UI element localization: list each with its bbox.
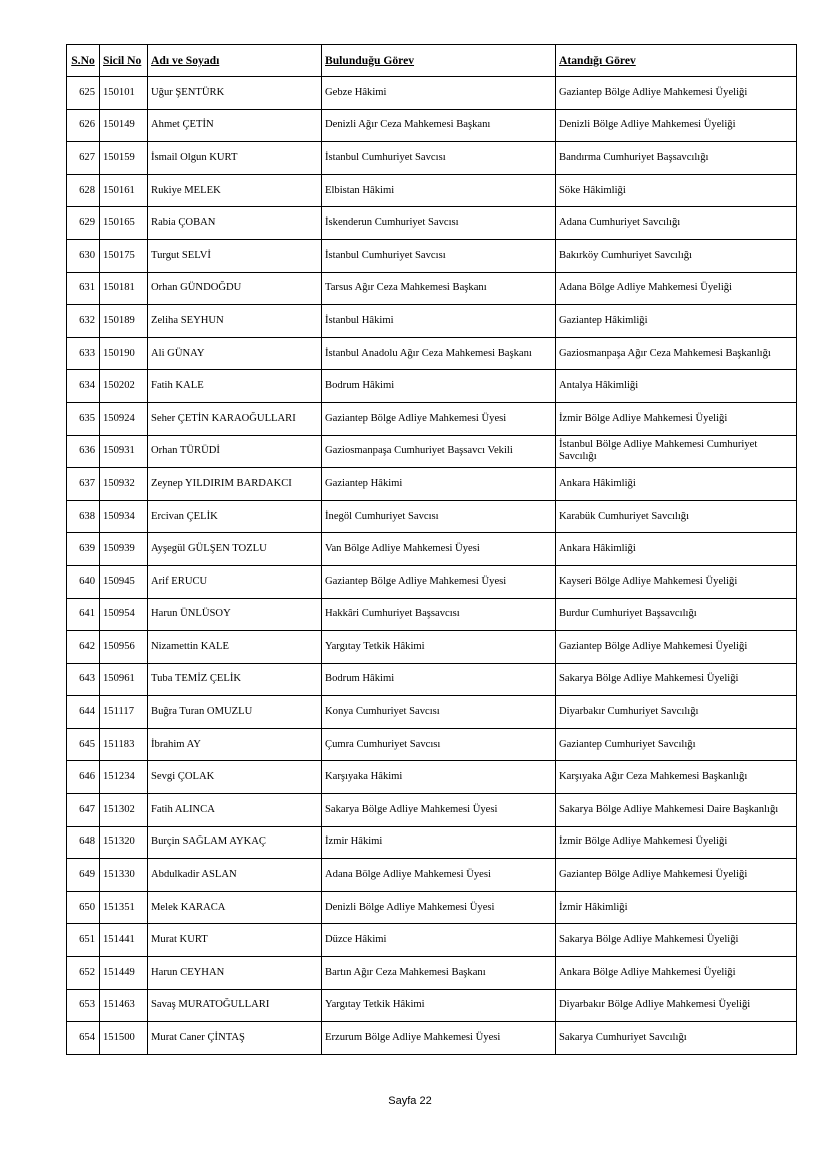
table-row (67, 207, 797, 240)
cell-sicil-no: 151500 (100, 1022, 148, 1055)
cell-current-position: Gaziantep Bölge Adliye Mahkemesi Üyesi (322, 402, 556, 435)
cell-current-position: Bartın Ağır Ceza Mahkemesi Başkanı (322, 957, 556, 990)
cell-assigned-position: Sakarya Bölge Adliye Mahkemesi Üyeliği (556, 663, 797, 696)
cell-assigned-position: Kayseri Bölge Adliye Mahkemesi Üyeliği (556, 565, 797, 598)
cell-sicil-no: 150202 (100, 370, 148, 403)
cell-assigned-position: Adana Bölge Adliye Mahkemesi Üyeliği (556, 272, 797, 305)
cell-current-position: Erzurum Bölge Adliye Mahkemesi Üyesi (322, 1022, 556, 1055)
cell-sno: 640 (67, 565, 100, 598)
cell-name: Burçin SAĞLAM AYKAÇ (148, 826, 322, 859)
cell-assigned-position: Sakarya Cumhuriyet Savcılığı (556, 1022, 797, 1055)
cell-name: Zeynep YILDIRIM BARDAKCI (148, 468, 322, 501)
cell-current-position: Karşıyaka Hâkimi (322, 761, 556, 794)
cell-name: Melek KARACA (148, 891, 322, 924)
cell-sno: 643 (67, 663, 100, 696)
cell-sno: 626 (67, 109, 100, 142)
cell-current-position: İzmir Hâkimi (322, 826, 556, 859)
cell-current-position: İstanbul Hâkimi (322, 305, 556, 338)
cell-name: Savaş MURATOĞULLARI (148, 989, 322, 1022)
cell-name: Harun ÜNLÜSOY (148, 598, 322, 631)
cell-sicil-no: 150945 (100, 565, 148, 598)
cell-sno: 647 (67, 794, 100, 827)
cell-current-position: Tarsus Ağır Ceza Mahkemesi Başkanı (322, 272, 556, 305)
cell-name: Ercivan ÇELİK (148, 500, 322, 533)
cell-sno: 627 (67, 142, 100, 175)
table-header-row (67, 45, 797, 77)
cell-current-position: Konya Cumhuriyet Savcısı (322, 696, 556, 729)
cell-assigned-position: Antalya Hâkimliği (556, 370, 797, 403)
cell-sno: 650 (67, 891, 100, 924)
cell-current-position: Denizli Bölge Adliye Mahkemesi Üyesi (322, 891, 556, 924)
cell-assigned-position: İzmir Hâkimliği (556, 891, 797, 924)
table-row (67, 761, 797, 794)
cell-assigned-position: Sakarya Bölge Adliye Mahkemesi Daire Başkanlığı (556, 794, 797, 827)
cell-name: Ali GÜNAY (148, 337, 322, 370)
cell-sicil-no: 151351 (100, 891, 148, 924)
cell-sicil-no: 150934 (100, 500, 148, 533)
table-row (67, 565, 797, 598)
cell-current-position: Bodrum Hâkimi (322, 663, 556, 696)
table-row (67, 500, 797, 533)
cell-current-position: İnegöl Cumhuriyet Savcısı (322, 500, 556, 533)
table-row (67, 924, 797, 957)
cell-name: Rukiye MELEK (148, 174, 322, 207)
cell-assigned-position: Burdur Cumhuriyet Başsavcılığı (556, 598, 797, 631)
cell-assigned-position: Ankara Hâkimliği (556, 468, 797, 501)
cell-assigned-position: Gaziantep Bölge Adliye Mahkemesi Üyeliği (556, 631, 797, 664)
cell-sicil-no: 150189 (100, 305, 148, 338)
cell-name: Orhan GÜNDOĞDU (148, 272, 322, 305)
table-row (67, 891, 797, 924)
cell-assigned-position: Gaziantep Hâkimliği (556, 305, 797, 338)
cell-assigned-position: Bakırköy Cumhuriyet Savcılığı (556, 239, 797, 272)
cell-current-position: Düzce Hâkimi (322, 924, 556, 957)
cell-assigned-position: Karabük Cumhuriyet Savcılığı (556, 500, 797, 533)
table-body (67, 77, 797, 1055)
cell-name: Uğur ŞENTÜRK (148, 77, 322, 110)
cell-sicil-no: 151441 (100, 924, 148, 957)
table-row (67, 370, 797, 403)
table-row (67, 77, 797, 110)
cell-assigned-position: Ankara Hâkimliği (556, 533, 797, 566)
table-row (67, 663, 797, 696)
cell-current-position: Çumra Cumhuriyet Savcısı (322, 728, 556, 761)
cell-assigned-position: İzmir Bölge Adliye Mahkemesi Üyeliği (556, 402, 797, 435)
cell-current-position: İstanbul Cumhuriyet Savcısı (322, 142, 556, 175)
cell-sno: 644 (67, 696, 100, 729)
cell-name: Murat Caner ÇİNTAŞ (148, 1022, 322, 1055)
cell-assigned-position: Denizli Bölge Adliye Mahkemesi Üyeliği (556, 109, 797, 142)
cell-sno: 645 (67, 728, 100, 761)
cell-sicil-no: 150924 (100, 402, 148, 435)
cell-sno: 632 (67, 305, 100, 338)
cell-sno: 625 (67, 77, 100, 110)
cell-sicil-no: 150159 (100, 142, 148, 175)
cell-sicil-no: 151320 (100, 826, 148, 859)
cell-assigned-position: Karşıyaka Ağır Ceza Mahkemesi Başkanlığı (556, 761, 797, 794)
page-number: Sayfa 22 (388, 1095, 432, 1107)
table-row (67, 402, 797, 435)
cell-current-position: Yargıtay Tetkik Hâkimi (322, 631, 556, 664)
cell-sno: 635 (67, 402, 100, 435)
cell-sno: 646 (67, 761, 100, 794)
cell-current-position: İskenderun Cumhuriyet Savcısı (322, 207, 556, 240)
cell-current-position: Gebze Hâkimi (322, 77, 556, 110)
table-row (67, 142, 797, 175)
cell-current-position: Adana Bölge Adliye Mahkemesi Üyesi (322, 859, 556, 892)
cell-current-position: İstanbul Anadolu Ağır Ceza Mahkemesi Başkanı (322, 337, 556, 370)
cell-sno: 638 (67, 500, 100, 533)
cell-sicil-no: 150175 (100, 239, 148, 272)
cell-sicil-no: 150149 (100, 109, 148, 142)
table-row (67, 696, 797, 729)
cell-name: Buğra Turan OMUZLU (148, 696, 322, 729)
cell-current-position: Gaziantep Hâkimi (322, 468, 556, 501)
cell-sno: 652 (67, 957, 100, 990)
cell-sicil-no: 150932 (100, 468, 148, 501)
header-name: Adı ve Soyadı (148, 45, 322, 77)
cell-sicil-no: 150954 (100, 598, 148, 631)
header-sno: S.No (67, 45, 100, 77)
header-assigned-position: Atandığı Görev (556, 45, 797, 77)
cell-current-position: Gaziantep Bölge Adliye Mahkemesi Üyesi (322, 565, 556, 598)
cell-assigned-position: Diyarbakır Bölge Adliye Mahkemesi Üyeliği (556, 989, 797, 1022)
cell-sicil-no: 150956 (100, 631, 148, 664)
cell-name: Tuba TEMİZ ÇELİK (148, 663, 322, 696)
table-row (67, 1022, 797, 1055)
cell-sno: 630 (67, 239, 100, 272)
cell-sicil-no: 151234 (100, 761, 148, 794)
table-row (67, 337, 797, 370)
cell-sicil-no: 150181 (100, 272, 148, 305)
cell-name: Harun CEYHAN (148, 957, 322, 990)
cell-current-position: Yargıtay Tetkik Hâkimi (322, 989, 556, 1022)
table-row (67, 468, 797, 501)
cell-sicil-no: 151449 (100, 957, 148, 990)
cell-sno: 651 (67, 924, 100, 957)
table-row (67, 957, 797, 990)
cell-current-position: Bodrum Hâkimi (322, 370, 556, 403)
cell-sicil-no: 150165 (100, 207, 148, 240)
cell-sno: 642 (67, 631, 100, 664)
table-row (67, 728, 797, 761)
cell-assigned-position: Gaziantep Cumhuriyet Savcılığı (556, 728, 797, 761)
table-row (67, 826, 797, 859)
cell-name: Abdulkadir ASLAN (148, 859, 322, 892)
cell-name: Zeliha SEYHUN (148, 305, 322, 338)
table-row (67, 174, 797, 207)
cell-name: Nizamettin KALE (148, 631, 322, 664)
cell-sicil-no: 151117 (100, 696, 148, 729)
table-row (67, 598, 797, 631)
cell-sicil-no: 151183 (100, 728, 148, 761)
cell-name: İbrahim AY (148, 728, 322, 761)
cell-sicil-no: 150190 (100, 337, 148, 370)
table-row (67, 859, 797, 892)
cell-name: Arif ERUCU (148, 565, 322, 598)
cell-name: Ayşegül GÜLŞEN TOZLU (148, 533, 322, 566)
cell-assigned-position: İstanbul Bölge Adliye Mahkemesi Cumhuriyet Savcılığı (556, 435, 797, 468)
cell-sicil-no: 151463 (100, 989, 148, 1022)
cell-sno: 631 (67, 272, 100, 305)
cell-assigned-position: Gaziosmanpaşa Ağır Ceza Mahkemesi Başkanlığı (556, 337, 797, 370)
cell-sno: 634 (67, 370, 100, 403)
cell-current-position: Denizli Ağır Ceza Mahkemesi Başkanı (322, 109, 556, 142)
cell-sno: 653 (67, 989, 100, 1022)
cell-current-position: Van Bölge Adliye Mahkemesi Üyesi (322, 533, 556, 566)
cell-current-position: Gaziosmanpaşa Cumhuriyet Başsavcı Vekili (322, 435, 556, 468)
cell-sicil-no: 150931 (100, 435, 148, 468)
cell-sno: 628 (67, 174, 100, 207)
cell-sicil-no: 150101 (100, 77, 148, 110)
cell-current-position: Hakkâri Cumhuriyet Başsavcısı (322, 598, 556, 631)
header-sicil-no: Sicil No (100, 45, 148, 77)
table-row (67, 631, 797, 664)
cell-sno: 648 (67, 826, 100, 859)
assignment-table (66, 44, 797, 1055)
table-row (67, 794, 797, 827)
cell-sicil-no: 151330 (100, 859, 148, 892)
cell-current-position: Elbistan Hâkimi (322, 174, 556, 207)
cell-name: Rabia ÇOBAN (148, 207, 322, 240)
cell-assigned-position: Gaziantep Bölge Adliye Mahkemesi Üyeliği (556, 77, 797, 110)
cell-name: İsmail Olgun KURT (148, 142, 322, 175)
header-current-position: Bulunduğu Görev (322, 45, 556, 77)
cell-name: Sevgi ÇOLAK (148, 761, 322, 794)
cell-current-position: İstanbul Cumhuriyet Savcısı (322, 239, 556, 272)
table-row (67, 272, 797, 305)
cell-sno: 637 (67, 468, 100, 501)
cell-name: Turgut SELVİ (148, 239, 322, 272)
cell-name: Fatih ALINCA (148, 794, 322, 827)
cell-assigned-position: İzmir Bölge Adliye Mahkemesi Üyeliği (556, 826, 797, 859)
cell-name: Seher ÇETİN KARAOĞULLARI (148, 402, 322, 435)
cell-sicil-no: 151302 (100, 794, 148, 827)
cell-sno: 636 (67, 435, 100, 468)
assignment-table-container (66, 44, 796, 1055)
table-row (67, 533, 797, 566)
cell-assigned-position: Söke Hâkimliği (556, 174, 797, 207)
table-row (67, 989, 797, 1022)
table-row (67, 109, 797, 142)
cell-sicil-no: 150961 (100, 663, 148, 696)
cell-sno: 649 (67, 859, 100, 892)
cell-name: Fatih KALE (148, 370, 322, 403)
cell-sicil-no: 150161 (100, 174, 148, 207)
cell-assigned-position: Diyarbakır Cumhuriyet Savcılığı (556, 696, 797, 729)
cell-assigned-position: Ankara Bölge Adliye Mahkemesi Üyeliği (556, 957, 797, 990)
table-row (67, 435, 797, 468)
cell-assigned-position: Bandırma Cumhuriyet Başsavcılığı (556, 142, 797, 175)
cell-sno: 639 (67, 533, 100, 566)
cell-sno: 654 (67, 1022, 100, 1055)
cell-sno: 629 (67, 207, 100, 240)
table-row (67, 239, 797, 272)
cell-sicil-no: 150939 (100, 533, 148, 566)
cell-assigned-position: Adana Cumhuriyet Savcılığı (556, 207, 797, 240)
cell-sno: 641 (67, 598, 100, 631)
cell-assigned-position: Gaziantep Bölge Adliye Mahkemesi Üyeliği (556, 859, 797, 892)
cell-name: Murat KURT (148, 924, 322, 957)
cell-name: Orhan TÜRÜDİ (148, 435, 322, 468)
cell-sno: 633 (67, 337, 100, 370)
table-row (67, 305, 797, 338)
cell-assigned-position: Sakarya Bölge Adliye Mahkemesi Üyeliği (556, 924, 797, 957)
cell-name: Ahmet ÇETİN (148, 109, 322, 142)
cell-current-position: Sakarya Bölge Adliye Mahkemesi Üyesi (322, 794, 556, 827)
